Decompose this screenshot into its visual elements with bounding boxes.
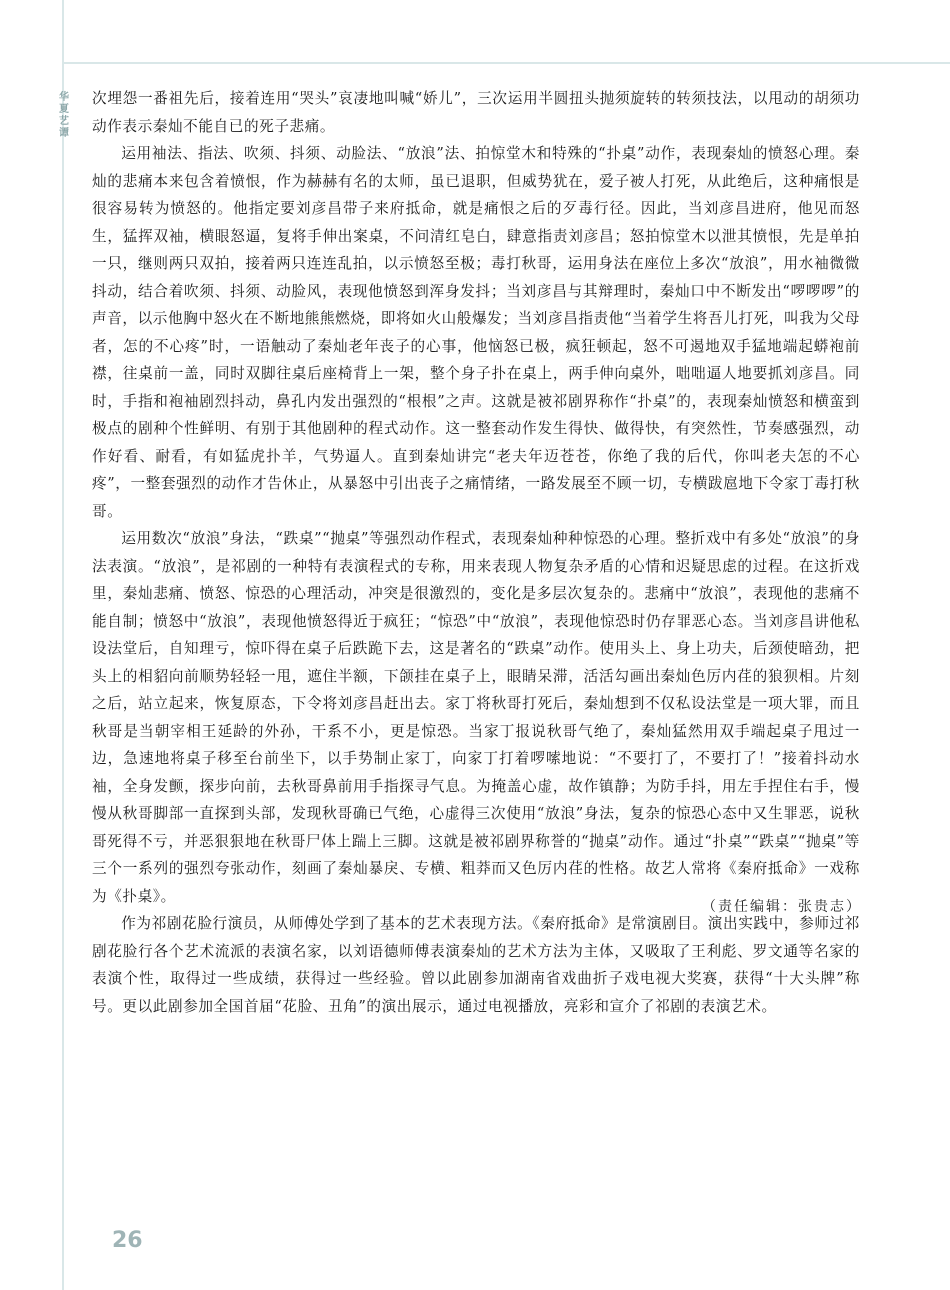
column-label-char: 华 xyxy=(59,92,69,103)
column-label xyxy=(57,92,71,140)
paragraph: 运用数次“放浪”身法，“跌桌”“抛桌”等强烈动作程式，表现秦灿种种惊恐的心理。整折戏中有多处“放浪”的身法表演。“放浪”，是祁剧的一种特有表演程式的专称，用来表现人物复杂矛盾的心情和迟疑思虑的过程。在这折戏里，秦灿悲痛、愤怒、惊恐的心理活动，冲突是很激烈的，变化是多层次复杂的。悲痛中“放浪”，表现他的悲痛不能自制；愤怒中“放浪”，表现他愤怒得近于疯狂；“惊恐”中“放浪”，表现他惊恐时仍存罪恶心态。当刘彦昌讲他私设法堂后，自知理亏，惊吓得在桌子后跌跪下去，这是著名的“跌桌”动作。使用头上、身上功夫，后颈使暗劲，把头上的相貂向前顺势轻轻一甩，遮住半额，下颌挂在桌子上，眼睛呆滞，活活勾画出秦灿色厉内荏的狼狈相。片刻之后，站立起来，恢复原态，下令将刘彦昌赶出去。家丁将秋哥打死后，秦灿想到不仅私设法堂是一项大罪，而且秋哥是当朝宰相王延龄的外孙，干系不小，更是惊恐。当家丁报说秋哥气绝了，秦灿猛然用双手端起桌子甩过一边，急速地将桌子移至台前坐下，以手势制止家丁，向家丁打着啰嗦地说：“不要打了，不要打了！”接着抖动水袖，全身发颤，探步向前，去秋哥鼻前用手指探寻气息。为掩盖心虚，故作镇静；为防手抖，用左手捏住右手，慢慢从秋哥脚部一直探到头部，发现秋哥确已气绝，心虚得三次使用“放浪”身法，复杂的惊恐心态中又生罪恶，说秋哥死得不亏，并恶狠狠地在秋哥尸体上踹上三脚。这就是被祁剧界称誉的“抛桌”动作。通过“扑桌”“跌桌”“抛桌”等三个一系列的强烈夸张动作，刻画了秦灿暴戾、专横、粗莽而又色厉内荏的性格。故艺人常将《秦府抵命》一戏称为《扑桌》。 xyxy=(92,530,860,905)
left-margin-band xyxy=(0,0,60,1290)
top-rule-line xyxy=(62,62,950,64)
column-label-char: 艺 xyxy=(59,116,69,127)
page-number: 26 xyxy=(112,1228,143,1253)
paragraph-continued: 次埋怨一番祖先后，接着连用“哭头”哀凄地叫喊“娇儿”，三次运用半圆扭头抛须旋转的转须技法，以甩动的胡须功动作表示秦灿不能自已的死子悲痛。 xyxy=(92,90,860,135)
paragraph: 运用袖法、指法、吹须、抖须、动脸法、“放浪”法、拍惊堂木和特殊的“扑桌”动作，表现秦灿的愤怒心理。秦灿的悲痛本来包含着愤恨，作为赫赫有名的太师，虽已退职，但威势犹在，爱子被人打死，从此绝后，这种痛恨是很容易转为愤怒的。他指定要刘彦昌带子来府抵命，就是痛恨之后的歹毒行径。因此，当刘彦昌进府，他见而怒生，猛挥双袖，横眼怒逼，复将手伸出案桌，不问清红皂白，肆意指责刘彦昌；怒拍惊堂木以泄其愤恨，先是单拍一只，继则两只双拍，接着两只连连乱拍，以示愤怒至极；毒打秋哥，运用身法在座位上多次“放浪”，用水袖微微抖动，结合着吹须、抖须、动脸风，表现他愤怒到浑身发抖；当刘彦昌与其辩理时，秦灿口中不断发出“啰啰啰”的声音，以示他胸中怒火在不断地熊熊燃烧，即将如火山般爆发；当刘彦昌指责他“当着学生将吾儿打死，叫我为父母者，怎的不心疼”时，一语触动了秦灿老年丧子的心事，他恼怒已极，疯狂顿起，怒不可遏地双手猛地端起蟒袍前襟，往桌前一盖，同时双脚往桌后座椅背上一架，整个身子扑在桌上，两手伸向桌外，咄咄逼人地要抓刘彦昌。同时，手指和袍袖剧烈抖动，鼻孔内发出强烈的“根根”之声。这就是被祁剧界称作“扑桌”的，表现秦灿愤怒和横蛮到极点的剧种个性鲜明、有别于其他剧种的程式动作。这一整套动作发生得快、做得快，有突然性，节奏感强烈，动作好看、耐看，有如猛虎扑羊，气势逼人。直到秦灿讲完“老夫年迈苍苍，你绝了我的后代，你叫老夫怎的不心疼”，一整套强烈的动作才告休止，从暴怒中引出丧子之痛情绪，一路发展至不顾一切，专横跋扈地下令家丁毒打秋哥。 xyxy=(92,145,860,520)
column-label-char: 夏 xyxy=(59,104,69,115)
paragraph: 作为祁剧花脸行演员，从师傅处学到了基本的艺术表现方法。《秦府抵命》是常演剧目。演出实践中，参师过祁剧花脸行各个艺术流派的表演名家，以刘语德师傅表演秦灿的艺术方法为主体，又吸取了王利彪、罗文通等名家的表演个性，取得过一些成绩，获得过一些经验。曾以此剧参加湖南省戏曲折子戏电视大奖赛，获得“十大头牌”称号。更以此剧参加全国首届“花脸、丑角”的演出展示，通过电视播放，亮彩和宣介了祁剧的表演艺术。 xyxy=(92,915,860,1015)
editor-credit: （责任编辑：张贵志） xyxy=(702,899,862,915)
article-body xyxy=(92,85,860,1020)
column-label-char: 谭 xyxy=(59,128,69,139)
left-rule-line xyxy=(62,0,64,1290)
